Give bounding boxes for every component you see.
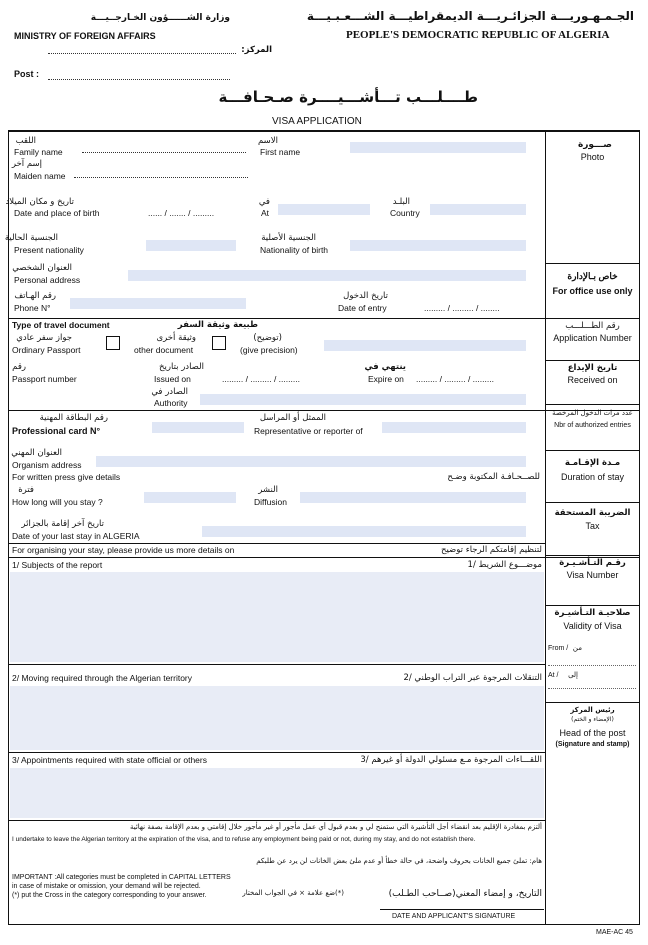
s2-top — [8, 664, 546, 665]
head-label: Head of the post — [559, 728, 626, 738]
visa-number-label: Visa Number — [566, 570, 619, 580]
frame-left — [8, 130, 9, 925]
at-input[interactable] — [278, 204, 370, 215]
from-label: From / — [548, 645, 569, 652]
section-2-input[interactable] — [10, 686, 544, 750]
cross-label: (*) put the Cross in the category corresponding to your answer. — [12, 892, 207, 899]
ordinary-ar: جواز سفر عادي — [16, 333, 72, 343]
title-ar: طــــلـــب تـــأشـــيــــرة صـحـافـــة — [218, 88, 478, 106]
dob-date[interactable]: ...... / ....... / ......... — [148, 208, 215, 218]
rep-input[interactable] — [382, 422, 526, 433]
issued-label: Issued on — [154, 374, 191, 384]
travel-doc-title: Type of travel document — [12, 320, 110, 330]
at-ar: في — [258, 197, 270, 207]
mistake-label: in case of mistake or omission, your demand will be rejected. — [12, 883, 201, 890]
maiden-label: Maiden name — [14, 171, 66, 181]
birth-nat-label: Nationality of birth — [260, 245, 329, 255]
phone-label: Phone N° — [14, 303, 51, 313]
section-2-ar: التنقلات المرجوة عبر التراب الوطني /2 — [403, 673, 542, 683]
precision-ar: (توضيح) — [253, 333, 282, 343]
section-1-ar: موضـــوع الشريط /1 — [467, 560, 542, 570]
dob-label: Date and place of birth — [14, 208, 100, 218]
card-label: Professional card N° — [12, 426, 101, 436]
last-stay-input[interactable] — [202, 526, 526, 537]
org-input[interactable] — [96, 456, 526, 467]
post-label: Post : — [14, 69, 40, 79]
office-label: For office use only — [552, 286, 633, 296]
entries-ar: عدد مرات الدخول المرخصة — [552, 409, 633, 417]
duration-label: Duration of stay — [560, 472, 625, 482]
side-line-2 — [545, 404, 640, 405]
diffusion-ar: النشر — [258, 485, 278, 495]
expire-ar: ينتهي في — [364, 362, 406, 372]
to-ar: إلى — [568, 671, 578, 679]
section-1-input[interactable] — [10, 572, 544, 662]
to-label: At / — [548, 672, 559, 679]
section-3-label: 3/ Appointments required with state official or others — [12, 755, 207, 765]
entry-ar: تاريخ الدخول — [343, 291, 388, 301]
maiden-ar: إسم آخر — [11, 159, 42, 169]
country-ar: البلـد — [392, 197, 410, 207]
stay-label: How long will you stay ? — [12, 497, 103, 507]
from-ar: من — [572, 644, 582, 652]
at-label: At — [261, 208, 270, 218]
present-nat-ar: الجنسية الحالية — [4, 233, 58, 243]
photo-ar: صـــورة — [577, 140, 612, 150]
authority-label: Authority — [154, 398, 188, 408]
org-ar: العنوان المهني — [11, 448, 62, 458]
phone-ar: رقم الهـاتف — [14, 291, 56, 301]
received-ar: تاريخ الإيداع — [567, 363, 618, 373]
form-code: MAE-AC 45 — [596, 929, 633, 936]
side-line-1 — [545, 360, 640, 361]
authority-ar: الصادر في — [151, 387, 188, 397]
first-label: First name — [260, 147, 301, 157]
address-ar: العنوان الشخصي — [12, 263, 72, 273]
section-3-ar: اللقـــاءات المرجوة مـع مسئولي الدولة أو غيرهم /3 — [360, 755, 542, 765]
important-label: IMPORTANT :All categories must be completed in CAPITAL LETTERS — [12, 874, 231, 881]
side-line-6 — [545, 605, 640, 606]
head-sub-label: (Signature and stamp) — [555, 741, 630, 748]
photo-label: Photo — [580, 152, 605, 162]
photo-divider — [545, 263, 640, 264]
authority-input[interactable] — [200, 394, 526, 405]
issued-ar: الصادر بتاريخ — [159, 362, 204, 372]
validity-label: Validity of Visa — [563, 621, 622, 631]
first-ar: الاسم — [258, 136, 278, 146]
travel-doc-title-ar: طبيعة وثيقة السفر — [177, 320, 258, 330]
entry-date[interactable]: ......... / ......... / ........ — [424, 303, 500, 313]
birth-nat-ar: الجنسية الأصلية — [261, 233, 316, 243]
validity-ar: صلاحيـة التـأشيـرة — [554, 608, 631, 618]
press-ar: للصــحـافـة المكتوبة وضـح — [447, 472, 540, 482]
passport-ar: رقم — [12, 362, 26, 372]
republic-ar: الجـمـهـوريـــة الجزائـريـــة الديمقراطيـــة الشـــعـبـيـــة — [306, 9, 634, 23]
organise-top — [8, 543, 546, 544]
center-label-ar: المركز: — [241, 45, 272, 55]
to-line[interactable] — [548, 688, 636, 689]
present-nat-input[interactable] — [146, 240, 236, 251]
dob-ar: تاريخ و مكان الميلاد — [5, 197, 74, 207]
side-line-7 — [545, 702, 640, 703]
frame-right — [639, 130, 640, 925]
family-ar: اللقب — [15, 136, 36, 146]
ministry-ar: وزارة الشــــــؤون الخـارجــيـــة — [90, 13, 230, 23]
tax-ar: الضريبة المستحقة — [554, 508, 631, 518]
maiden-input[interactable] — [74, 170, 248, 178]
other-ar: وثيقة أخرى — [156, 333, 196, 343]
undertake-label: I undertake to leave the Algerian territory at the expiration of the visa, and to refuse any employment being paid or not, during my stay, and do not establish there. — [12, 836, 476, 843]
footer-top — [8, 820, 546, 821]
last-stay-ar: تاريخ آخر إقامة بالجزائر — [21, 519, 104, 529]
important-ar: هام: تملئ جميع الخانات بحروف واضحة، في حالة خطأ أو عدم ملئ بعض الخانات لن يرد عن طلبكم — [256, 857, 542, 865]
family-label: Family name — [14, 147, 63, 157]
country-input[interactable] — [430, 204, 526, 215]
ordinary-checkbox[interactable] — [106, 336, 120, 350]
head-ar: رئيس المركز — [570, 706, 615, 714]
country-label: Country — [390, 208, 420, 218]
side-line-4 — [545, 502, 640, 503]
section-2-label: 2/ Moving required through the Algerian territory — [12, 673, 193, 683]
frame-bottom — [8, 924, 640, 925]
from-line[interactable] — [548, 665, 636, 666]
travel-top — [8, 318, 640, 319]
issued-date[interactable]: ......... / ......... / ......... — [222, 374, 300, 384]
entry-label: Date of entry — [338, 303, 387, 313]
present-nat-label: Present nationality — [14, 245, 84, 255]
head-sub-ar: (الإمضاء و الختم) — [571, 716, 614, 723]
address-input[interactable] — [128, 270, 526, 281]
app-number-label: Application Number — [553, 333, 632, 343]
first-input[interactable] — [350, 142, 526, 153]
org-label: Organism address — [12, 460, 82, 470]
signature-line[interactable] — [380, 909, 544, 910]
rep-ar: الممثل أو المراسل — [259, 413, 326, 423]
diffusion-label: Diffusion — [254, 497, 287, 507]
s3-top — [8, 752, 546, 753]
other-checkbox[interactable] — [212, 336, 226, 350]
republic-title: PEOPLE'S DEMOCRATIC REPUBLIC OF ALGERIA — [346, 29, 610, 41]
other-label: other document — [134, 345, 194, 355]
family-input[interactable] — [82, 145, 246, 153]
received-label: Received on — [567, 375, 618, 385]
press-label: For written press give details — [12, 472, 121, 482]
post-line[interactable] — [48, 72, 230, 80]
section-1-label: 1/ Subjects of the report — [12, 560, 103, 570]
ministry-title: MINISTRY OF FOREIGN AFFAIRS — [14, 31, 156, 41]
signature-label: DATE AND APPLICANT'S SIGNATURE — [392, 913, 516, 920]
undertake-ar: ألتزم بمغادرة الإقليم بعد انقضاء أجل التأشيرة التي ستمنح لي و بعدم قبول أي عمل مأجور أو غير مأجور خلال إقامتي و بعدم الإقامة بصفة نهائية — [129, 823, 542, 831]
title: VISA APPLICATION — [272, 116, 362, 127]
visa-number-ar: رقـم التـأشـيـرة — [559, 558, 626, 568]
office-ar: خاص بـالإدارة — [567, 271, 618, 281]
rep-label: Representative or reporter of — [254, 426, 363, 436]
last-stay-label: Date of your last stay in ALGERIA — [12, 531, 140, 541]
passport-label: Passport number — [12, 374, 77, 384]
diffusion-input[interactable] — [300, 492, 526, 503]
tax-label: Tax — [585, 521, 600, 531]
signature-ar: التاريخ، و إمضاء المعني(صــاحب الطـلب) — [388, 889, 542, 899]
stay-ar: فترة — [18, 485, 34, 495]
section-3-input[interactable] — [10, 768, 544, 818]
stay-input[interactable] — [144, 492, 236, 503]
ordinary-label: Ordinary Passport — [12, 345, 81, 355]
side-line-3 — [545, 450, 640, 451]
card-input[interactable] — [152, 422, 244, 433]
entries-label: Nbr of authorized entries — [554, 422, 631, 429]
address-label: Personal address — [14, 275, 81, 285]
app-number-ar: رقم الطـــلـــب — [565, 321, 620, 331]
card-ar: رقم البطاقة المهنية — [39, 413, 108, 423]
organise-label: For organising your stay, please provide us more details on — [12, 545, 235, 555]
duration-ar: مـدة الإقـامـة — [564, 458, 621, 468]
side-line-5 — [545, 555, 640, 556]
phone-input[interactable] — [70, 298, 246, 309]
expire-date[interactable]: ......... / ......... / ......... — [416, 374, 494, 384]
center-line[interactable] — [48, 46, 236, 54]
precision-input[interactable] — [324, 340, 526, 351]
expire-label: Expire on — [368, 374, 404, 384]
birth-nat-input[interactable] — [350, 240, 526, 251]
s1-top — [8, 557, 640, 558]
organise-ar: لتنظيم إقامتكم الرجاء توضيح — [440, 545, 542, 555]
precision-label: (give precision) — [240, 345, 298, 355]
cross-ar: (*)ضع علامة × في الجواب المختار — [242, 889, 344, 897]
